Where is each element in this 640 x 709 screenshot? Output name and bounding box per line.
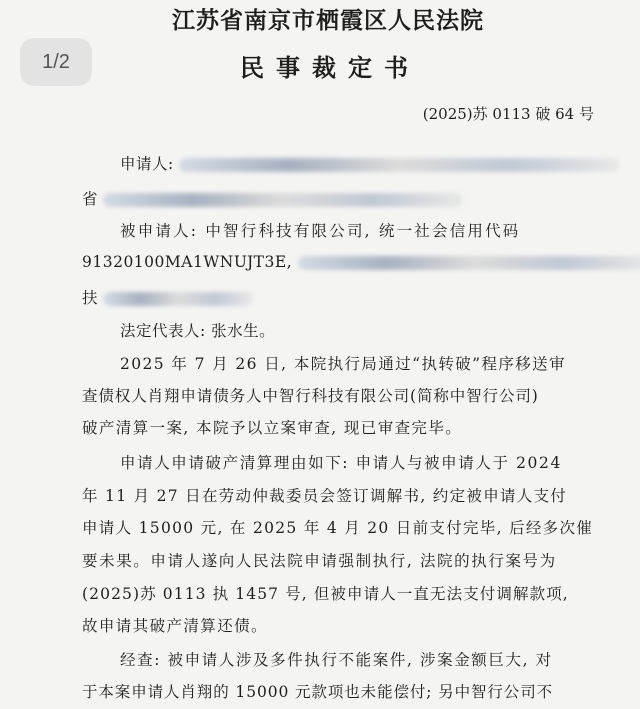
paragraph-line: 查债权人肖翔申请债务人中智行科技有限公司(简称中智行公司) [82, 387, 539, 405]
redacted-text [103, 193, 463, 207]
paragraph-line [82, 286, 253, 308]
paragraph-line: 要未果。申请人遂向人民法院申请强制执行, 法院的执行案号为 [82, 552, 557, 570]
paragraph-line: 破产清算一案, 本院予以立案审查, 现已审查完毕。 [82, 419, 463, 437]
paragraph-line: 经查: 被申请人涉及多件执行不能案件, 涉案金额巨大, 对 [120, 651, 553, 669]
paragraph-line: 被申请人: 中智行科技有限公司, 统一社会信用代码 [120, 222, 521, 240]
line-text: 扶 [82, 289, 99, 307]
paragraph-line: 2025 年 7 月 26 日, 本院执行局通过“执转破”程序移送审 [120, 355, 566, 373]
paragraph-line [82, 253, 640, 271]
paragraph-line: 年 11 月 27 日在劳动仲裁委员会签订调解书, 约定被申请人支付 [82, 487, 568, 505]
paragraph-line [120, 152, 619, 174]
paragraph-line [82, 187, 463, 209]
document-type-title: 民事裁定书 [240, 53, 420, 82]
court-title: 江苏省南京市栖霞区人民法院 [172, 7, 484, 34]
redacted-text [179, 158, 619, 172]
legal-representative: 法定代表人: 张水生。 [120, 322, 276, 340]
case-number: (2025)苏 0113 破 64 号 [422, 105, 594, 123]
paragraph-line: (2025)苏 0113 执 1457 号, 但被申请人一直无法支付调解款项, [82, 585, 569, 603]
page-indicator[interactable]: 1/2 [20, 38, 92, 86]
applicant-label: 申请人: [120, 155, 174, 173]
credit-code: 91320100MA1WNUJT3E, [82, 253, 293, 271]
redacted-text [103, 292, 253, 306]
line-text: 省 [82, 190, 99, 208]
paragraph-line: 申请人 15000 元, 在 2025 年 4 月 20 日前支付完毕, 后经多次催 [82, 519, 594, 537]
paragraph-line: 申请人申请破产清算理由如下: 申请人与被申请人于 2024 [120, 454, 562, 472]
redacted-text [298, 256, 640, 270]
paragraph-line: 故申请其破产清算还债。 [82, 617, 268, 635]
paragraph-line: 于本案申请人肖翔的 15000 元款项也未能偿付; 另中智行公司不 [82, 683, 554, 701]
